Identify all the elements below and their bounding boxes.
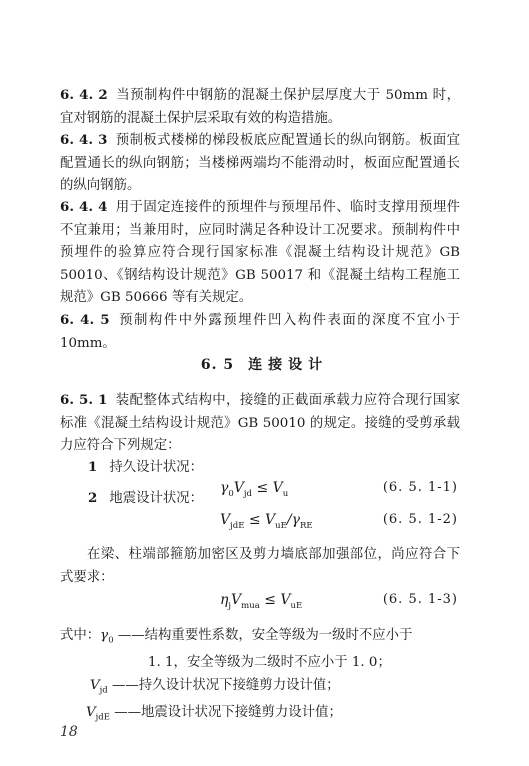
formula-6-5-1-3 xyxy=(200,592,458,614)
item-text: 持久设计状况： xyxy=(109,460,204,475)
clause-number: 6. 4. 3 xyxy=(60,132,108,148)
equation-number: (6. 5. 1-3) xyxy=(382,592,458,607)
formula-expression: $\gamma_0V_{jd} \le V_u$ xyxy=(220,480,289,499)
symbol-definitions xyxy=(60,625,460,729)
list-item-1 xyxy=(88,456,203,480)
item-text: 地震设计状况： xyxy=(109,491,204,506)
formula-6-5-1-1 xyxy=(200,480,458,502)
clause-6-5-1 xyxy=(60,389,460,458)
clause-text: 预制构件中外露预埋件凹入构件表面的深度不宜小于 10mm。 xyxy=(60,313,460,351)
clause-6-4-5 xyxy=(60,309,460,355)
list-item-2-real xyxy=(88,487,203,511)
formula-expression: $V_{jdE} \le V_{uE}/\gamma_{RE}$ xyxy=(220,512,313,531)
gamma0-desc: ——结构重要性系数，安全等级为一级时不应小于 xyxy=(117,628,413,643)
section-heading xyxy=(0,354,529,374)
condition-paragraph xyxy=(60,544,460,589)
gamma0-definition-cont xyxy=(60,652,460,675)
equation-number: (6. 5. 1-2) xyxy=(382,512,458,527)
section-title: 连接设计 xyxy=(248,357,329,373)
where-lead: 式中： xyxy=(60,628,101,643)
clause-6-4-4 xyxy=(60,196,460,310)
formula-6-5-1-2 xyxy=(200,512,458,534)
vjd-definition: $V_{jd}$ ——持久设计状况下接缝剪力设计值； xyxy=(90,677,340,696)
item-number: 2 xyxy=(88,490,98,506)
clause-number: 6. 4. 5 xyxy=(60,312,110,328)
clause-number: 6. 5. 1 xyxy=(60,392,108,408)
clause-number: 6. 4. 2 xyxy=(60,87,108,103)
item-number: 1 xyxy=(88,459,98,475)
clause-text: 预制板式楼梯的梯段板底应配置通长的纵向钢筋。板面宜配置通长的纵向钢筋；当楼梯两端均不能滑动时，板面应配置通长的纵向钢筋。 xyxy=(60,133,460,193)
clause-text: 装配整体式结构中，接缝的正截面承载力应符合现行国家标准《混凝土结构设计规范》GB 50010 的规定。接缝的受剪承载力应符合下列规定： xyxy=(60,393,460,453)
gamma0-desc-cont: 1. 1，安全等级为二级时不应小于 1. 0； xyxy=(148,655,391,671)
vjde-definition: $V_{jdE}$ ——地震设计状况下接缝剪力设计值； xyxy=(86,704,342,723)
clause-number: 6. 4. 4 xyxy=(60,199,108,215)
clause-6-4-2 xyxy=(60,84,460,130)
clause-text: 当预制构件中钢筋的混凝土保护层厚度大于 50mm 时，宜对钢筋的混凝土保护层采取有效的构造措施。 xyxy=(60,88,460,126)
section-number: 6. 5 xyxy=(200,357,235,373)
clause-6-4-3 xyxy=(60,129,460,198)
vjde-desc: ——地震设计状况下接缝剪力设计值； xyxy=(114,704,342,720)
gamma0-definition: 式中：$\gamma_0$ ——结构重要性系数，安全等级为一级时不应小于 xyxy=(60,628,413,646)
equation-number: (6. 5. 1-1) xyxy=(382,480,458,495)
clause-text: 用于固定连接件的预埋件与预埋吊件、临时支撑用预埋件不宜兼用；当兼用时，应同时满足各种设计工况要求。预制构件中预埋件的验算应符合现行国家标准《混凝土结构设计规范》GB 50010、《钢结构设计规范》GB 50017 和《混凝土结构工程施工规范》GB 50666 等有关规定。 xyxy=(60,200,460,305)
formula-expression: $\eta_jV_{mua} \le V_{uE}$ xyxy=(220,592,303,611)
page-number: 18 xyxy=(60,724,78,740)
condition-text: 在梁、柱端部箍筋加密区及剪力墙底部加强部位，尚应符合下式要求： xyxy=(60,547,460,585)
vjd-desc: ——持久设计状况下接缝剪力设计值； xyxy=(112,677,340,693)
